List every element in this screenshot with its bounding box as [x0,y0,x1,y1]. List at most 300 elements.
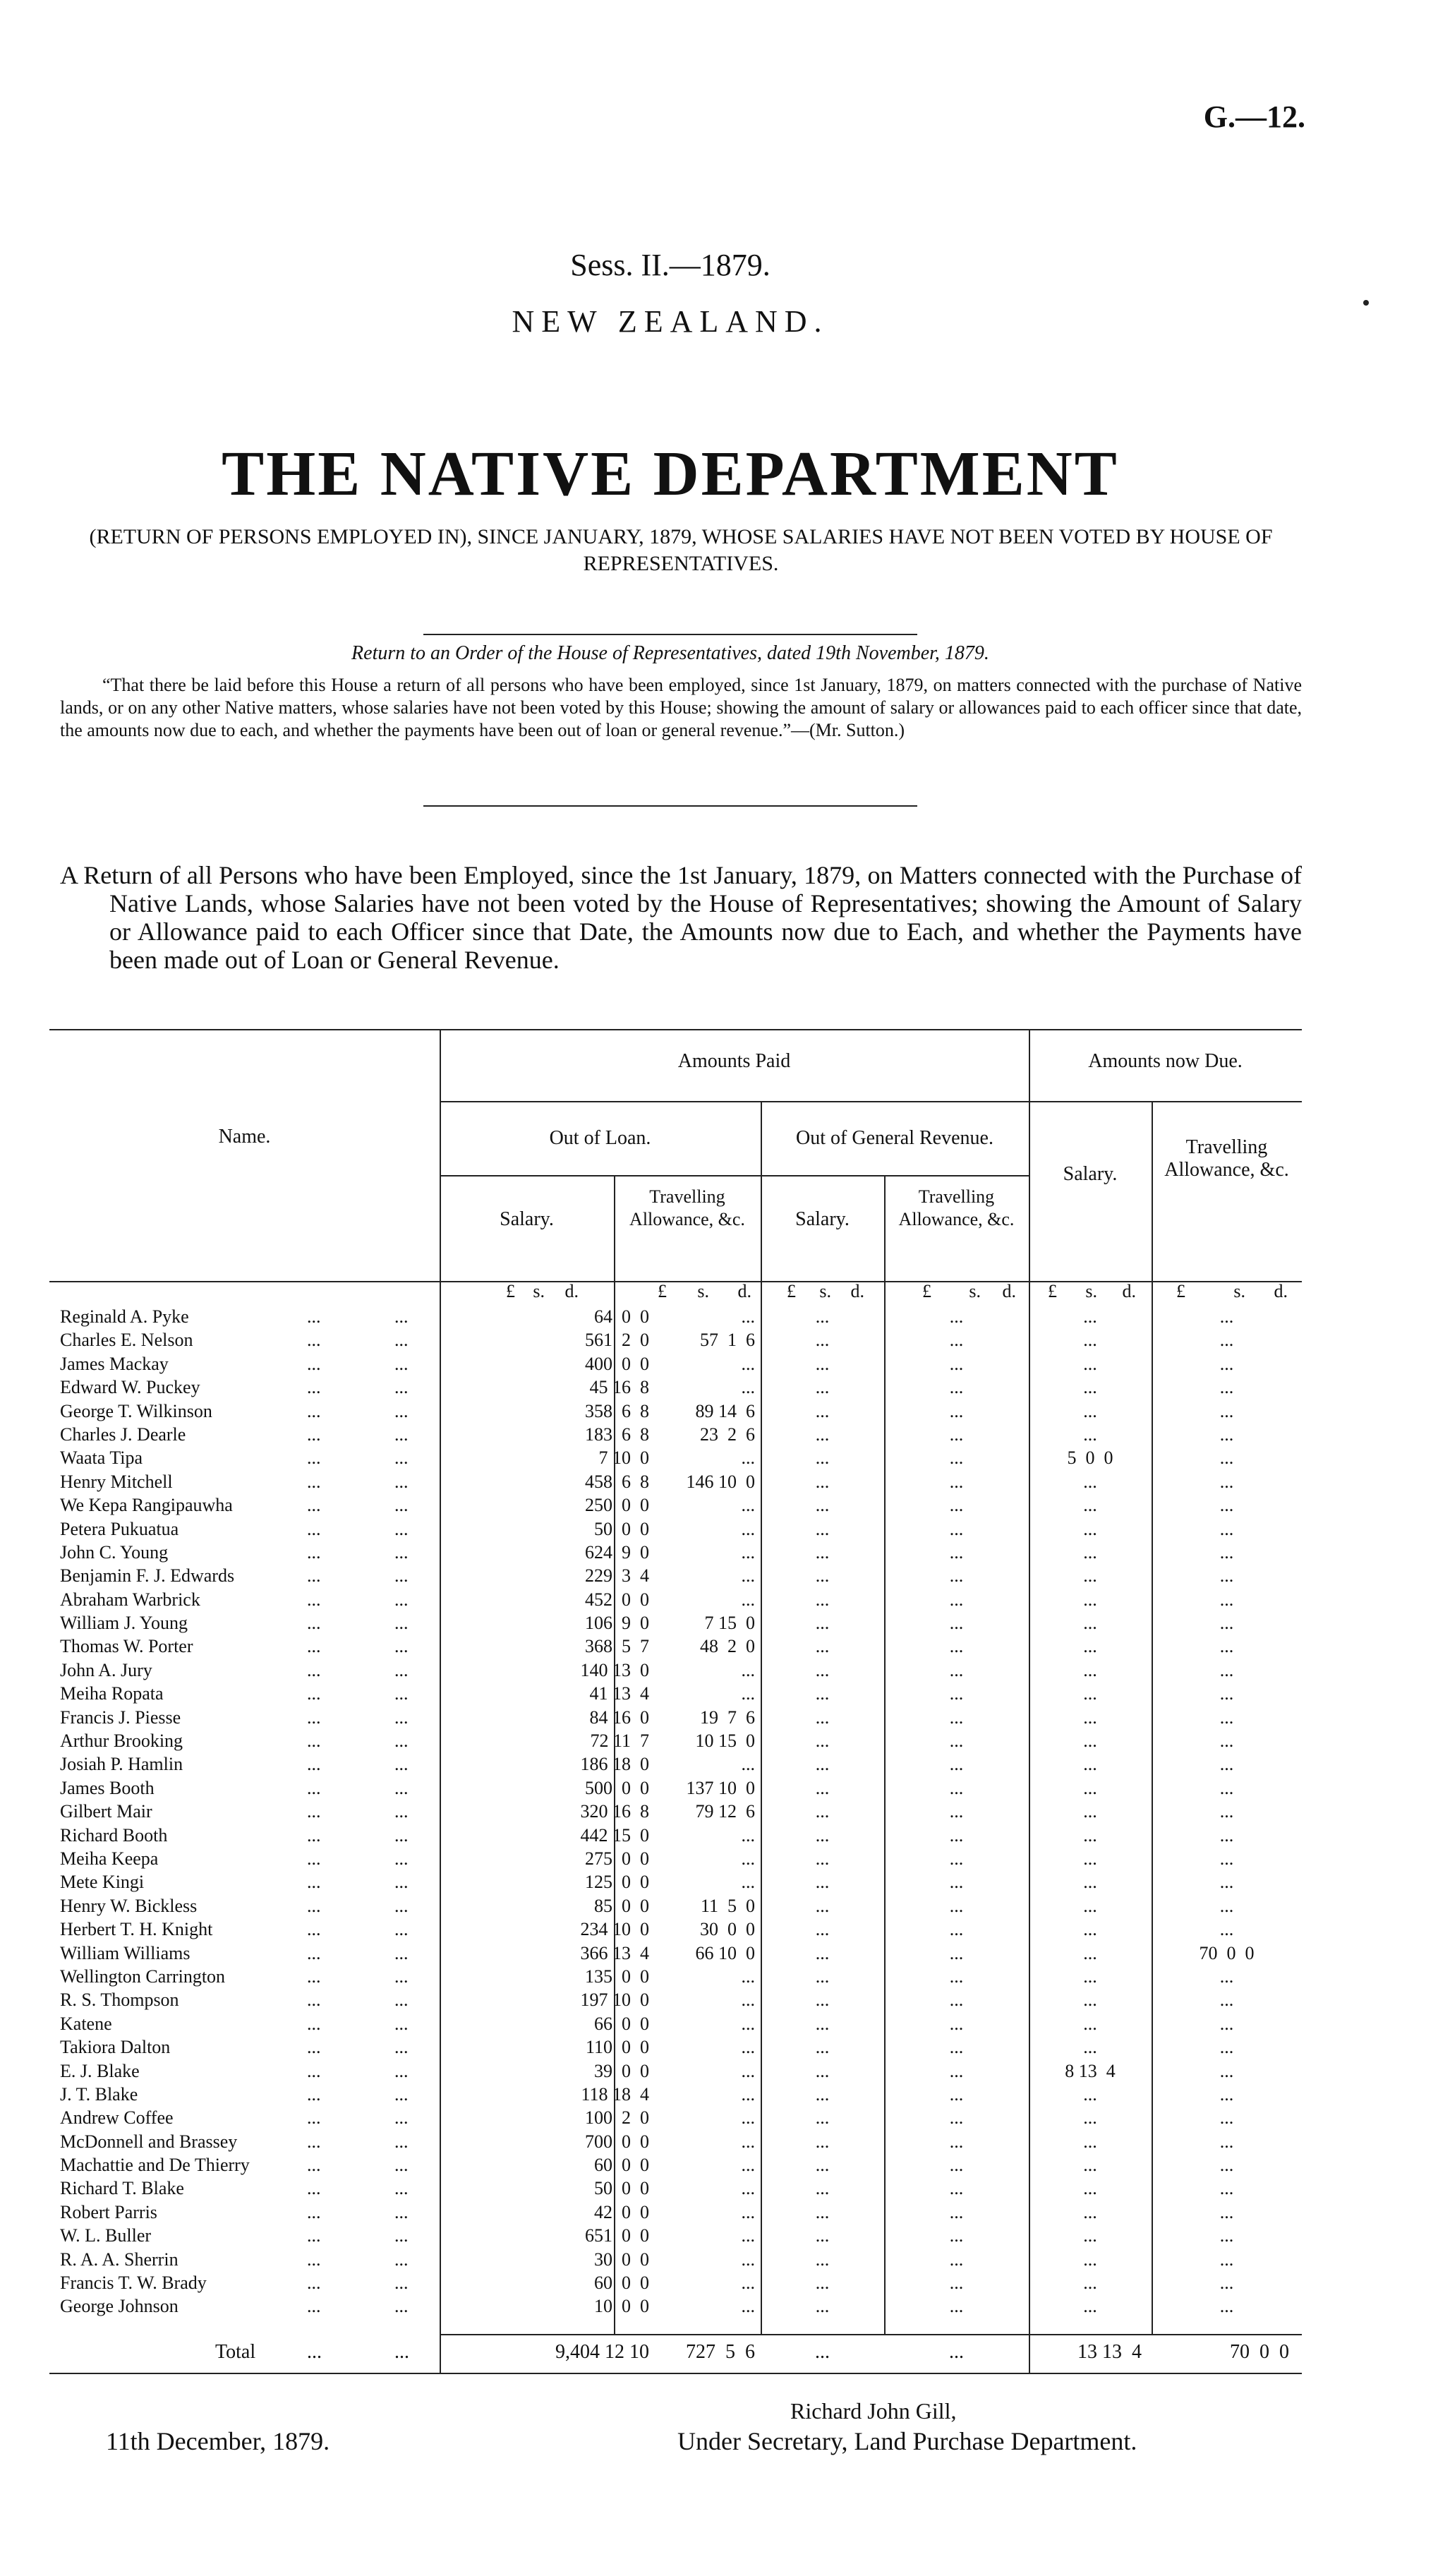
cell-name: Henry Mitchell [60,1471,173,1492]
cell-rev-travel: ... [949,1330,964,1351]
cell-rev-travel: ... [949,1683,964,1704]
cell-leader-2: ... [394,1377,409,1398]
cell-rev-salary: ... [815,1872,830,1893]
cell-due-travel: ... [1219,2083,1234,2105]
cell-loan-salary: 452 0 0 [585,1589,649,1610]
header-rule-2 [440,1175,1029,1176]
table-row [60,2248,1302,2271]
cell-due-travel: ... [1219,1377,1234,1398]
table-row [60,1659,1302,1682]
cell-loan-salary: 30 0 0 [594,2249,649,2270]
unit-pence: d. [850,1281,864,1301]
cell-loan-salary: 320 16 8 [580,1801,649,1822]
cell-leader-2: ... [394,2225,409,2246]
cell-rev-salary: ... [815,1306,830,1327]
total-rev-salary: ... [815,2341,830,2363]
cell-name: R. S. Thompson [60,1990,179,2011]
cell-loan-travel: ... [741,1518,755,1539]
cell-due-salary: ... [1083,1824,1097,1846]
cell-leader-1: ... [307,1377,321,1398]
cell-due-salary: ... [1083,1306,1097,1327]
cell-loan-travel: ... [741,2178,755,2199]
cell-rev-travel: ... [949,1589,964,1610]
cell-leader-2: ... [394,1683,409,1704]
cell-loan-salary: 50 0 0 [594,2178,649,2199]
cell-leader-2: ... [394,2296,409,2317]
cell-rev-salary: ... [815,2201,830,2222]
document-code: G.—12. [1203,100,1305,134]
cell-rev-salary: ... [815,1777,830,1798]
cell-name: W. L. Buller [60,2225,152,2246]
cell-loan-salary: 60 0 0 [594,2273,649,2294]
cell-leader-2: ... [394,2249,409,2270]
cell-name: Arthur Brooking [60,1731,183,1752]
cell-rev-travel: ... [949,1495,964,1516]
cell-leader-1: ... [307,1942,321,1963]
cell-due-salary: ... [1083,1895,1097,1916]
cell-due-travel: ... [1219,1330,1234,1351]
cell-loan-travel: ... [741,1541,755,1563]
cell-rev-travel: ... [949,2037,964,2058]
cell-loan-salary: 197 10 0 [580,1990,649,2011]
cell-rev-travel: ... [949,1801,964,1822]
cell-rev-salary: ... [815,1683,830,1704]
cell-leader-1: ... [307,1495,321,1516]
cell-rev-salary: ... [815,2155,830,2176]
cell-leader-1: ... [307,2060,321,2081]
cell-loan-salary: 45 16 8 [589,1377,649,1398]
unit-pounds: £ [658,1281,667,1301]
cell-name: Petera Pukuatua [60,1518,179,1539]
cell-loan-travel: ... [741,1589,755,1610]
cell-loan-travel: 11 5 0 [700,1895,755,1916]
cell-loan-salary: 366 13 4 [580,1942,649,1963]
cell-loan-travel: ... [741,1565,755,1587]
cell-name: Robert Parris [60,2201,157,2222]
cell-due-travel: ... [1219,1518,1234,1539]
cell-rev-salary: ... [815,1824,830,1846]
cell-name: Charles J. Dearle [60,1424,186,1445]
table-row [60,1588,1302,1611]
table-row [60,1470,1302,1493]
cell-leader-1: ... [307,1754,321,1775]
total-loan-salary: 9,404 12 10 [555,2341,649,2363]
cell-rev-salary: ... [815,1613,830,1634]
table-row [60,1564,1302,1587]
cell-leader-1: ... [307,1895,321,1916]
cell-leader-2: ... [394,2273,409,2294]
cell-loan-travel: ... [741,1659,755,1680]
table-row [60,2130,1302,2153]
cell-due-travel: ... [1219,1683,1234,1704]
cell-leader-2: ... [394,1518,409,1539]
cell-rev-salary: ... [815,2273,830,2294]
cell-leader-1: ... [307,1424,321,1445]
cell-loan-salary: 624 9 0 [585,1541,649,1563]
table-row [60,2177,1302,2200]
cell-loan-salary: 458 6 8 [585,1471,649,1492]
cell-leader-1: ... [307,1824,321,1846]
cell-rev-travel: ... [949,1448,964,1469]
cell-loan-travel: ... [741,2201,755,2222]
cell-due-travel: ... [1219,2296,1234,2317]
cell-loan-salary: 60 0 0 [594,2155,649,2176]
cell-rev-travel: ... [949,2131,964,2152]
cell-due-salary: ... [1083,2131,1097,2152]
cell-due-travel: ... [1219,1589,1234,1610]
cell-loan-travel: 146 10 0 [686,1471,755,1492]
page-title: THE NATIVE DEPARTMENT [222,439,1119,509]
table-row [60,1965,1302,1988]
cell-name: J. T. Blake [60,2083,138,2105]
cell-rev-salary: ... [815,1990,830,2011]
cell-leader-1: ... [307,1306,321,1327]
cell-leader-2: ... [394,1424,409,1445]
cell-loan-salary: 700 0 0 [585,2131,649,2152]
cell-leader-2: ... [394,1966,409,1987]
cell-leader-1: ... [307,1659,321,1680]
cell-rev-travel: ... [949,1306,964,1327]
cell-loan-travel: 137 10 0 [686,1777,755,1798]
table-row [60,1800,1302,1823]
cell-due-salary: ... [1083,1919,1097,1940]
unit-shillings: s. [697,1281,709,1301]
divider-bottom [423,805,917,807]
cell-loan-salary: 85 0 0 [594,1895,649,1916]
cell-leader-2: ... [394,1801,409,1822]
cell-loan-travel: 7 15 0 [704,1613,755,1634]
cell-rev-salary: ... [815,1424,830,1445]
cell-rev-salary: ... [815,1541,830,1563]
cell-due-travel: ... [1219,1424,1234,1445]
cell-rev-salary: ... [815,2178,830,2199]
cell-leader-2: ... [394,2107,409,2129]
table-row [60,1942,1302,1965]
table-row [60,1328,1302,1352]
table-row [60,1635,1302,1658]
cell-leader-1: ... [307,1400,321,1421]
cell-name: James Booth [60,1777,155,1798]
cell-due-salary: ... [1083,1589,1097,1610]
cell-due-salary: ... [1083,1471,1097,1492]
cell-due-salary: ... [1083,1872,1097,1893]
cell-due-salary: ... [1083,2013,1097,2034]
cell-due-travel: ... [1219,1541,1234,1563]
cell-rev-salary: ... [815,2013,830,2034]
cell-rev-salary: ... [815,2296,830,2317]
table-body [60,1305,1302,2318]
unit-pounds: £ [922,1281,931,1301]
total-label: Total [215,2341,256,2363]
cell-rev-salary: ... [815,1330,830,1351]
table-row [60,1352,1302,1376]
cell-loan-travel: ... [741,2296,755,2317]
cell-leader-2: ... [394,1400,409,1421]
cell-due-travel: ... [1219,2249,1234,2270]
cell-due-salary: ... [1083,1541,1097,1563]
table-row [60,1423,1302,1446]
cell-name: Edward W. Puckey [60,1377,200,1398]
cell-rev-salary: ... [815,1707,830,1728]
table-row [60,1847,1302,1870]
cell-due-salary: ... [1083,1424,1097,1445]
cell-rev-salary: ... [815,1754,830,1775]
cell-leader-1: ... [307,2201,321,2222]
cell-leader-2: ... [394,1565,409,1587]
cell-due-salary: ... [1083,1565,1097,1587]
cell-due-travel: ... [1219,2037,1234,2058]
cell-loan-travel: ... [741,2155,755,2176]
table-row [60,1918,1302,1941]
table-row [60,1824,1302,1847]
table-row [60,1305,1302,1328]
cell-loan-travel: 79 12 6 [695,1801,755,1822]
cell-due-travel: ... [1219,1895,1234,1916]
cell-rev-travel: ... [949,1872,964,1893]
cell-loan-travel: 30 0 0 [700,1919,755,1940]
cell-rev-travel: ... [949,1707,964,1728]
cell-due-salary: ... [1083,1801,1097,1822]
cell-leader-2: ... [394,2013,409,2034]
cell-name: Reginald A. Pyke [60,1306,189,1327]
cell-due-salary: ... [1083,1330,1097,1351]
cell-leader-1: ... [307,2273,321,2294]
cell-loan-travel: 48 2 0 [700,1636,755,1657]
cell-rev-salary: ... [815,1731,830,1752]
cell-due-travel: 70 0 0 [1199,1942,1255,1963]
unit-pence: d. [1122,1281,1136,1301]
cell-name: Mete Kingi [60,1872,145,1893]
cell-rev-travel: ... [949,2060,964,2081]
cell-name: Takiora Dalton [60,2037,171,2058]
unit-shillings: s. [1085,1281,1097,1301]
unit-pounds: £ [1048,1281,1057,1301]
cell-leader-2: ... [394,1613,409,1634]
cell-due-salary: ... [1083,2155,1097,2176]
table-row [60,1988,1302,2011]
cell-loan-salary: 186 18 0 [580,1754,649,1775]
cell-leader-2: ... [394,1636,409,1657]
cell-due-salary: ... [1083,2225,1097,2246]
cell-loan-salary: 368 5 7 [585,1636,649,1657]
cell-due-salary: ... [1083,2273,1097,2294]
cell-name: Josiah P. Hamlin [60,1754,183,1775]
cell-due-travel: ... [1219,1801,1234,1822]
cell-name: Thomas W. Porter [60,1636,193,1657]
total-dots-1: ... [307,2341,322,2363]
header-loan-travel: Travelling Allowance, &c. [629,1186,745,1229]
cell-leader-2: ... [394,1448,409,1469]
cell-rev-travel: ... [949,2013,964,2034]
cell-leader-1: ... [307,1448,321,1469]
header-rev-travel: Travelling Allowance, &c. [898,1186,1015,1229]
cell-rev-salary: ... [815,1801,830,1822]
table-row [60,2035,1302,2059]
cell-loan-salary: 275 0 0 [585,1848,649,1869]
cell-loan-travel: ... [741,2225,755,2246]
cell-loan-travel: ... [741,2037,755,2058]
cell-leader-1: ... [307,2083,321,2105]
cell-rev-travel: ... [949,1377,964,1398]
footer-date: 11th December, 1879. [106,2427,330,2455]
header-out-of-loan: Out of Loan. [549,1127,651,1149]
cell-rev-salary: ... [815,1471,830,1492]
total-rev-travel: ... [949,2341,964,2363]
header-amounts-due: Amounts now Due. [1088,1050,1243,1072]
cell-loan-salary: 42 0 0 [594,2201,649,2222]
cell-leader-2: ... [394,1731,409,1752]
cell-rev-travel: ... [949,2201,964,2222]
table-row [60,1541,1302,1564]
cell-due-travel: ... [1219,1872,1234,1893]
cell-loan-travel: ... [741,1754,755,1775]
cell-due-travel: ... [1219,1565,1234,1587]
cell-name: Henry W. Bickless [60,1895,198,1916]
cell-leader-1: ... [307,2013,321,2034]
cell-rev-travel: ... [949,1777,964,1798]
cell-leader-1: ... [307,1801,321,1822]
cell-rev-travel: ... [949,1353,964,1374]
cell-leader-2: ... [394,1541,409,1563]
cell-loan-salary: 250 0 0 [585,1495,649,1516]
cell-due-salary: ... [1083,1707,1097,1728]
cell-rev-salary: ... [815,1565,830,1587]
cell-leader-2: ... [394,1306,409,1327]
cell-rev-travel: ... [949,1659,964,1680]
cell-name: George Johnson [60,2296,179,2317]
cell-due-travel: ... [1219,2131,1234,2152]
country-heading: NEW ZEALAND. [512,304,829,339]
table-row [60,2224,1302,2247]
cell-rev-salary: ... [815,2083,830,2105]
cell-due-travel: ... [1219,1636,1234,1657]
header-amounts-paid: Amounts Paid [677,1050,791,1072]
cell-leader-2: ... [394,1589,409,1610]
cell-loan-salary: 10 0 0 [594,2296,649,2317]
cell-leader-1: ... [307,1966,321,1987]
cell-rev-travel: ... [949,1895,964,1916]
cell-loan-travel: 23 2 6 [700,1424,755,1445]
unit-shillings: s. [819,1281,831,1301]
cell-name: Andrew Coffee [60,2107,174,2129]
cell-rev-travel: ... [949,1613,964,1634]
unit-pence: d. [1274,1281,1288,1301]
cell-name: E. J. Blake [60,2060,140,2081]
cell-leader-2: ... [394,1824,409,1846]
header-due-travel: Travelling Allowance, &c. [1164,1136,1289,1181]
cell-due-salary: ... [1083,2083,1097,2105]
cell-rev-salary: ... [815,2225,830,2246]
cell-due-salary: ... [1083,1353,1097,1374]
cell-due-salary: ... [1083,1613,1097,1634]
cell-due-travel: ... [1219,1777,1234,1798]
cell-leader-1: ... [307,1872,321,1893]
cell-due-salary: ... [1083,1495,1097,1516]
cell-rev-travel: ... [949,1471,964,1492]
cell-due-travel: ... [1219,1990,1234,2011]
cell-loan-travel: ... [741,2013,755,2034]
cell-due-travel: ... [1219,1471,1234,1492]
header-rev-salary: Salary. [795,1208,850,1230]
cell-loan-salary: 106 9 0 [585,1613,649,1634]
cell-loan-salary: 50 0 0 [594,1518,649,1539]
cell-due-travel: ... [1219,1731,1234,1752]
table-row [60,1400,1302,1423]
cell-leader-2: ... [394,1990,409,2011]
table-header-rule [49,1281,1302,1282]
cell-loan-travel: 19 7 6 [700,1707,755,1728]
cell-rev-salary: ... [815,1400,830,1421]
cell-loan-salary: 500 0 0 [585,1777,649,1798]
cell-name: Richard T. Blake [60,2178,184,2199]
table-row [60,1776,1302,1800]
cell-due-salary: ... [1083,1777,1097,1798]
cell-loan-salary: 125 0 0 [585,1872,649,1893]
table-row [60,2153,1302,2177]
cell-due-salary: ... [1083,2201,1097,2222]
cell-rev-travel: ... [949,1731,964,1752]
cell-loan-salary: 72 11 7 [590,1731,649,1752]
cell-loan-travel: ... [741,2107,755,2129]
return-intro: A Return of all Persons who have been Employed, since the 1st January, 1879, on Matters connected with the Purchase of Native Lands, whose Salaries have not been voted by the House of Representatives; showing the Amount of Salary or Allowance paid to each Officer since that Date, the Amounts now due to Each, and whether the Payments have been made out of Loan or General Revenue. [60,861,1302,974]
cell-due-travel: ... [1219,1707,1234,1728]
cell-leader-1: ... [307,1990,321,2011]
cell-loan-salary: 561 2 0 [585,1330,649,1351]
unit-shillings: s. [1233,1281,1245,1301]
cell-due-travel: ... [1219,2201,1234,2222]
cell-leader-2: ... [394,1919,409,1940]
cell-rev-travel: ... [949,2155,964,2176]
cell-rev-travel: ... [949,2107,964,2129]
cell-leader-2: ... [394,2037,409,2058]
divider-top [423,634,917,635]
cell-leader-2: ... [394,1942,409,1963]
cell-leader-2: ... [394,1330,409,1351]
cell-rev-salary: ... [815,2131,830,2152]
cell-due-salary: ... [1083,1942,1097,1963]
cell-leader-1: ... [307,1919,321,1940]
cell-loan-salary: 118 18 4 [581,2083,649,2105]
header-due-salary: Salary. [1063,1163,1118,1185]
cell-rev-salary: ... [815,1966,830,1987]
cell-name: William J. Young [60,1613,188,1634]
table-row [60,2201,1302,2224]
cell-leader-2: ... [394,1777,409,1798]
table-row [60,1611,1302,1635]
cell-leader-1: ... [307,2155,321,2176]
cell-leader-2: ... [394,1872,409,1893]
cell-rev-salary: ... [815,2107,830,2129]
cell-loan-travel: ... [741,1377,755,1398]
total-top-rule [440,2334,1302,2335]
cell-due-travel: ... [1219,2155,1234,2176]
unit-pounds: £ [787,1281,796,1301]
table-row [60,1682,1302,1705]
order-return-line: Return to an Order of the House of Representatives, dated 19th November, 1879. [351,642,989,664]
cell-loan-salary: 64 0 0 [594,1306,649,1327]
cell-rev-salary: ... [815,1942,830,1963]
cell-leader-2: ... [394,2060,409,2081]
cell-due-travel: ... [1219,2013,1234,2034]
cell-due-salary: ... [1083,2107,1097,2129]
cell-leader-1: ... [307,1353,321,1374]
cell-due-travel: ... [1219,1919,1234,1940]
table-row [60,2012,1302,2035]
cell-name: Charles E. Nelson [60,1330,193,1351]
cell-loan-travel: ... [741,1683,755,1704]
cell-loan-travel: ... [741,1824,755,1846]
cell-leader-1: ... [307,1848,321,1869]
